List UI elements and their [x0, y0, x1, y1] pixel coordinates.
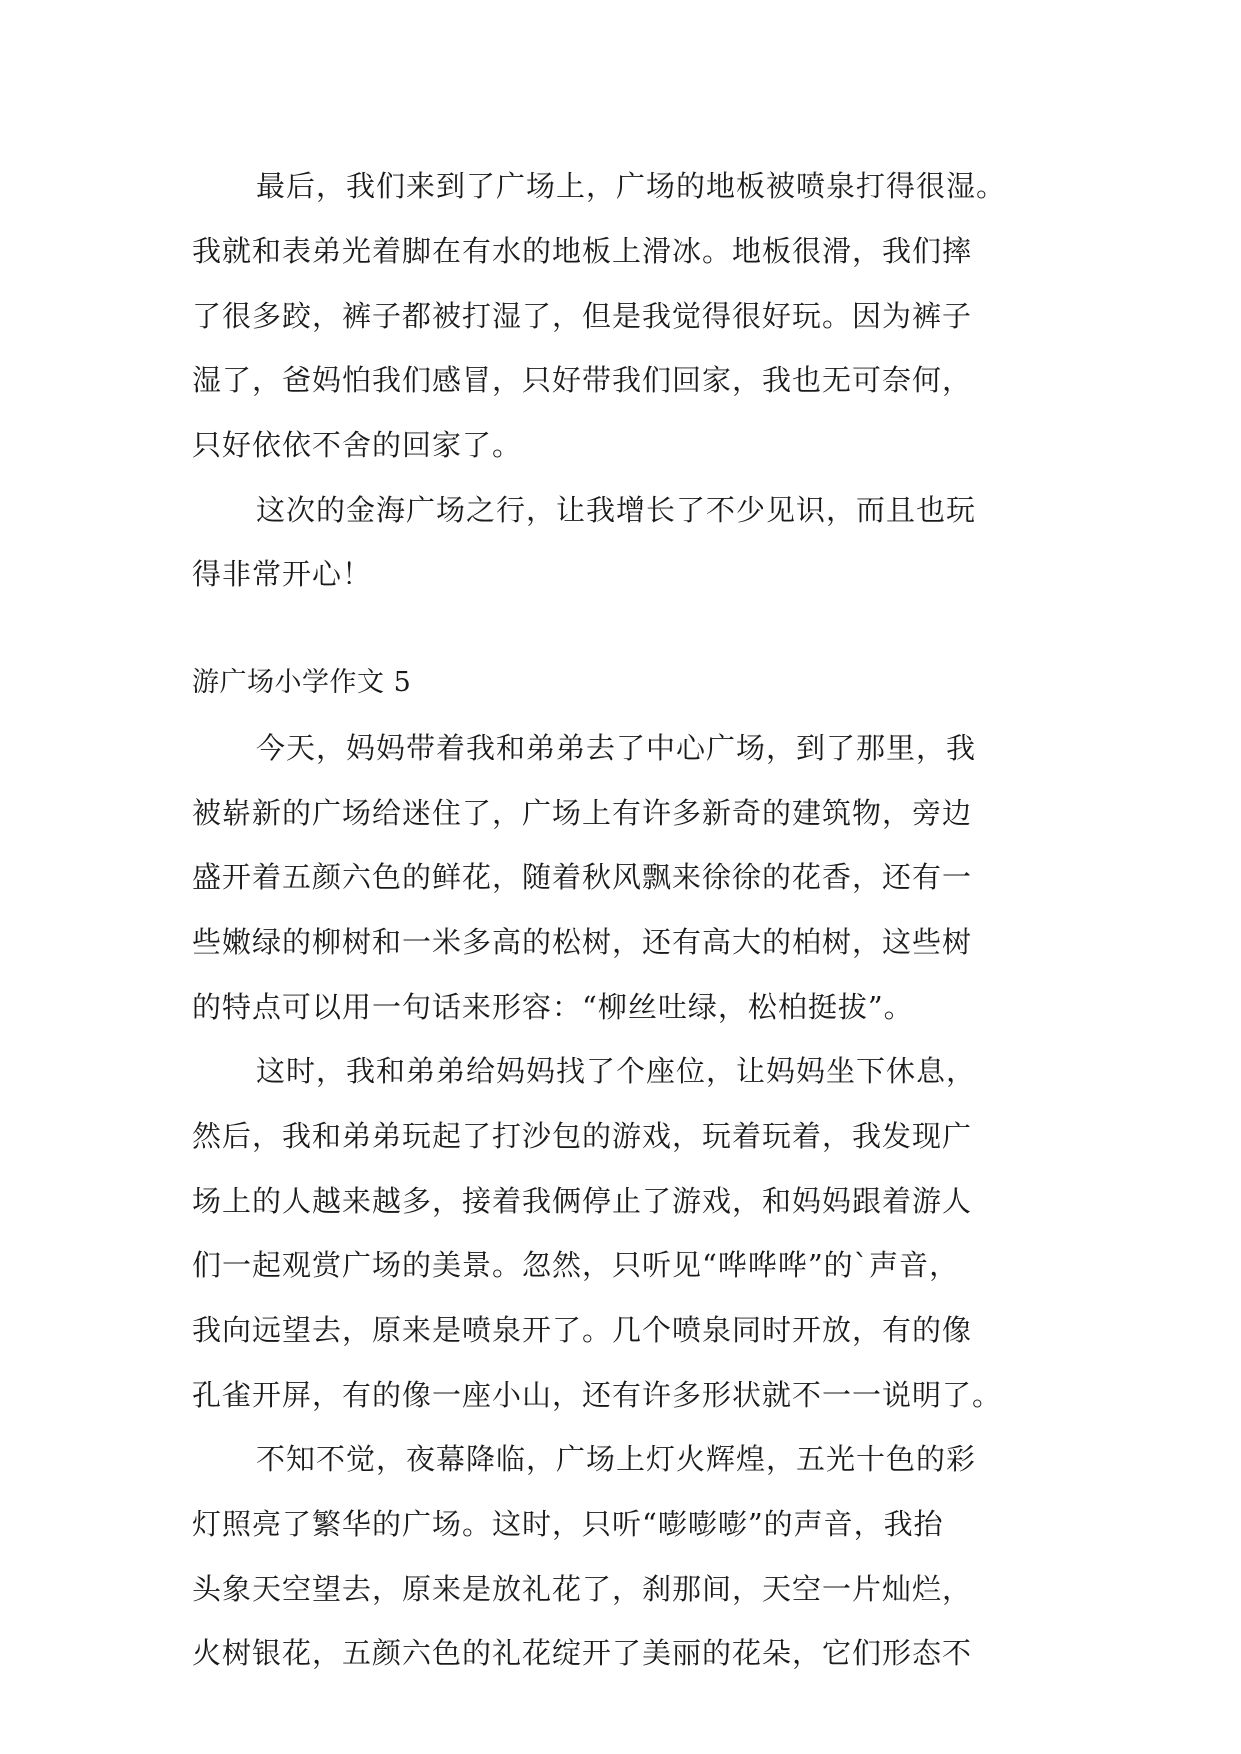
paragraph-line: 这次的金海广场之行，让我增长了不少见识，而且也玩: [256, 493, 977, 527]
paragraph-line: 的特点可以用一句话来形容：“柳丝吐绿，松柏挺拔”。: [192, 990, 914, 1024]
paragraph-line: 我向远望去，原来是喷泉开了。几个喷泉同时开放，有的像: [192, 1313, 973, 1347]
paragraph-line: 湿了，爸妈怕我们感冒，只好带我们回家，我也无可奈何，: [192, 363, 973, 397]
section-heading: 游广场小学作文 5: [192, 667, 412, 698]
paragraph-line: 火树银花，五颜六色的礼花绽开了美丽的花朵，它们形态不: [192, 1636, 973, 1670]
paragraph-line: 孔雀开屏，有的像一座小山，还有许多形状就不一一说明了。: [192, 1378, 1003, 1412]
paragraph-line: 了很多跤，裤子都被打湿了，但是我觉得很好玩。因为裤子: [192, 299, 973, 333]
paragraph-line: 今天，妈妈带着我和弟弟去了中心广场，到了那里，我: [256, 731, 977, 765]
paragraph-line: 盛开着五颜六色的鲜花，随着秋风飘来徐徐的花香，还有一: [192, 860, 973, 894]
paragraph-line: 不知不觉，夜幕降临，广场上灯火辉煌，五光十色的彩: [256, 1442, 977, 1476]
paragraph-line: 场上的人越来越多，接着我俩停止了游戏，和妈妈跟着游人: [192, 1184, 973, 1218]
paragraph-line: 些嫩绿的柳树和一米多高的松树，还有高大的柏树，这些树: [192, 925, 973, 959]
paragraph-line: 们一起观赏广场的美景。忽然，只听见“哗哗哗”的`声音，: [192, 1248, 960, 1282]
paragraph-line: 最后，我们来到了广场上，广场的地板被喷泉打得很湿。: [256, 169, 1007, 203]
paragraph-line: 得非常开心！: [192, 557, 373, 591]
paragraph-line: 我就和表弟光着脚在有水的地板上滑冰。地板很滑，我们摔: [192, 234, 973, 268]
paragraph-line: 只好依依不舍的回家了。: [192, 428, 523, 462]
paragraph-line: 头象天空望去，原来是放礼花了，刹那间，天空一片灿烂，: [192, 1572, 973, 1606]
paragraph-line: 灯照亮了繁华的广场。这时，只听“嘭嘭嘭”的声音，我抬: [192, 1507, 944, 1541]
paragraph-line: 被崭新的广场给迷住了，广场上有许多新奇的建筑物，旁边: [192, 796, 973, 830]
paragraph-line: 这时，我和弟弟给妈妈找了个座位，让妈妈坐下休息，: [256, 1054, 977, 1088]
paragraph-line: 然后，我和弟弟玩起了打沙包的游戏，玩着玩着，我发现广: [192, 1119, 973, 1153]
